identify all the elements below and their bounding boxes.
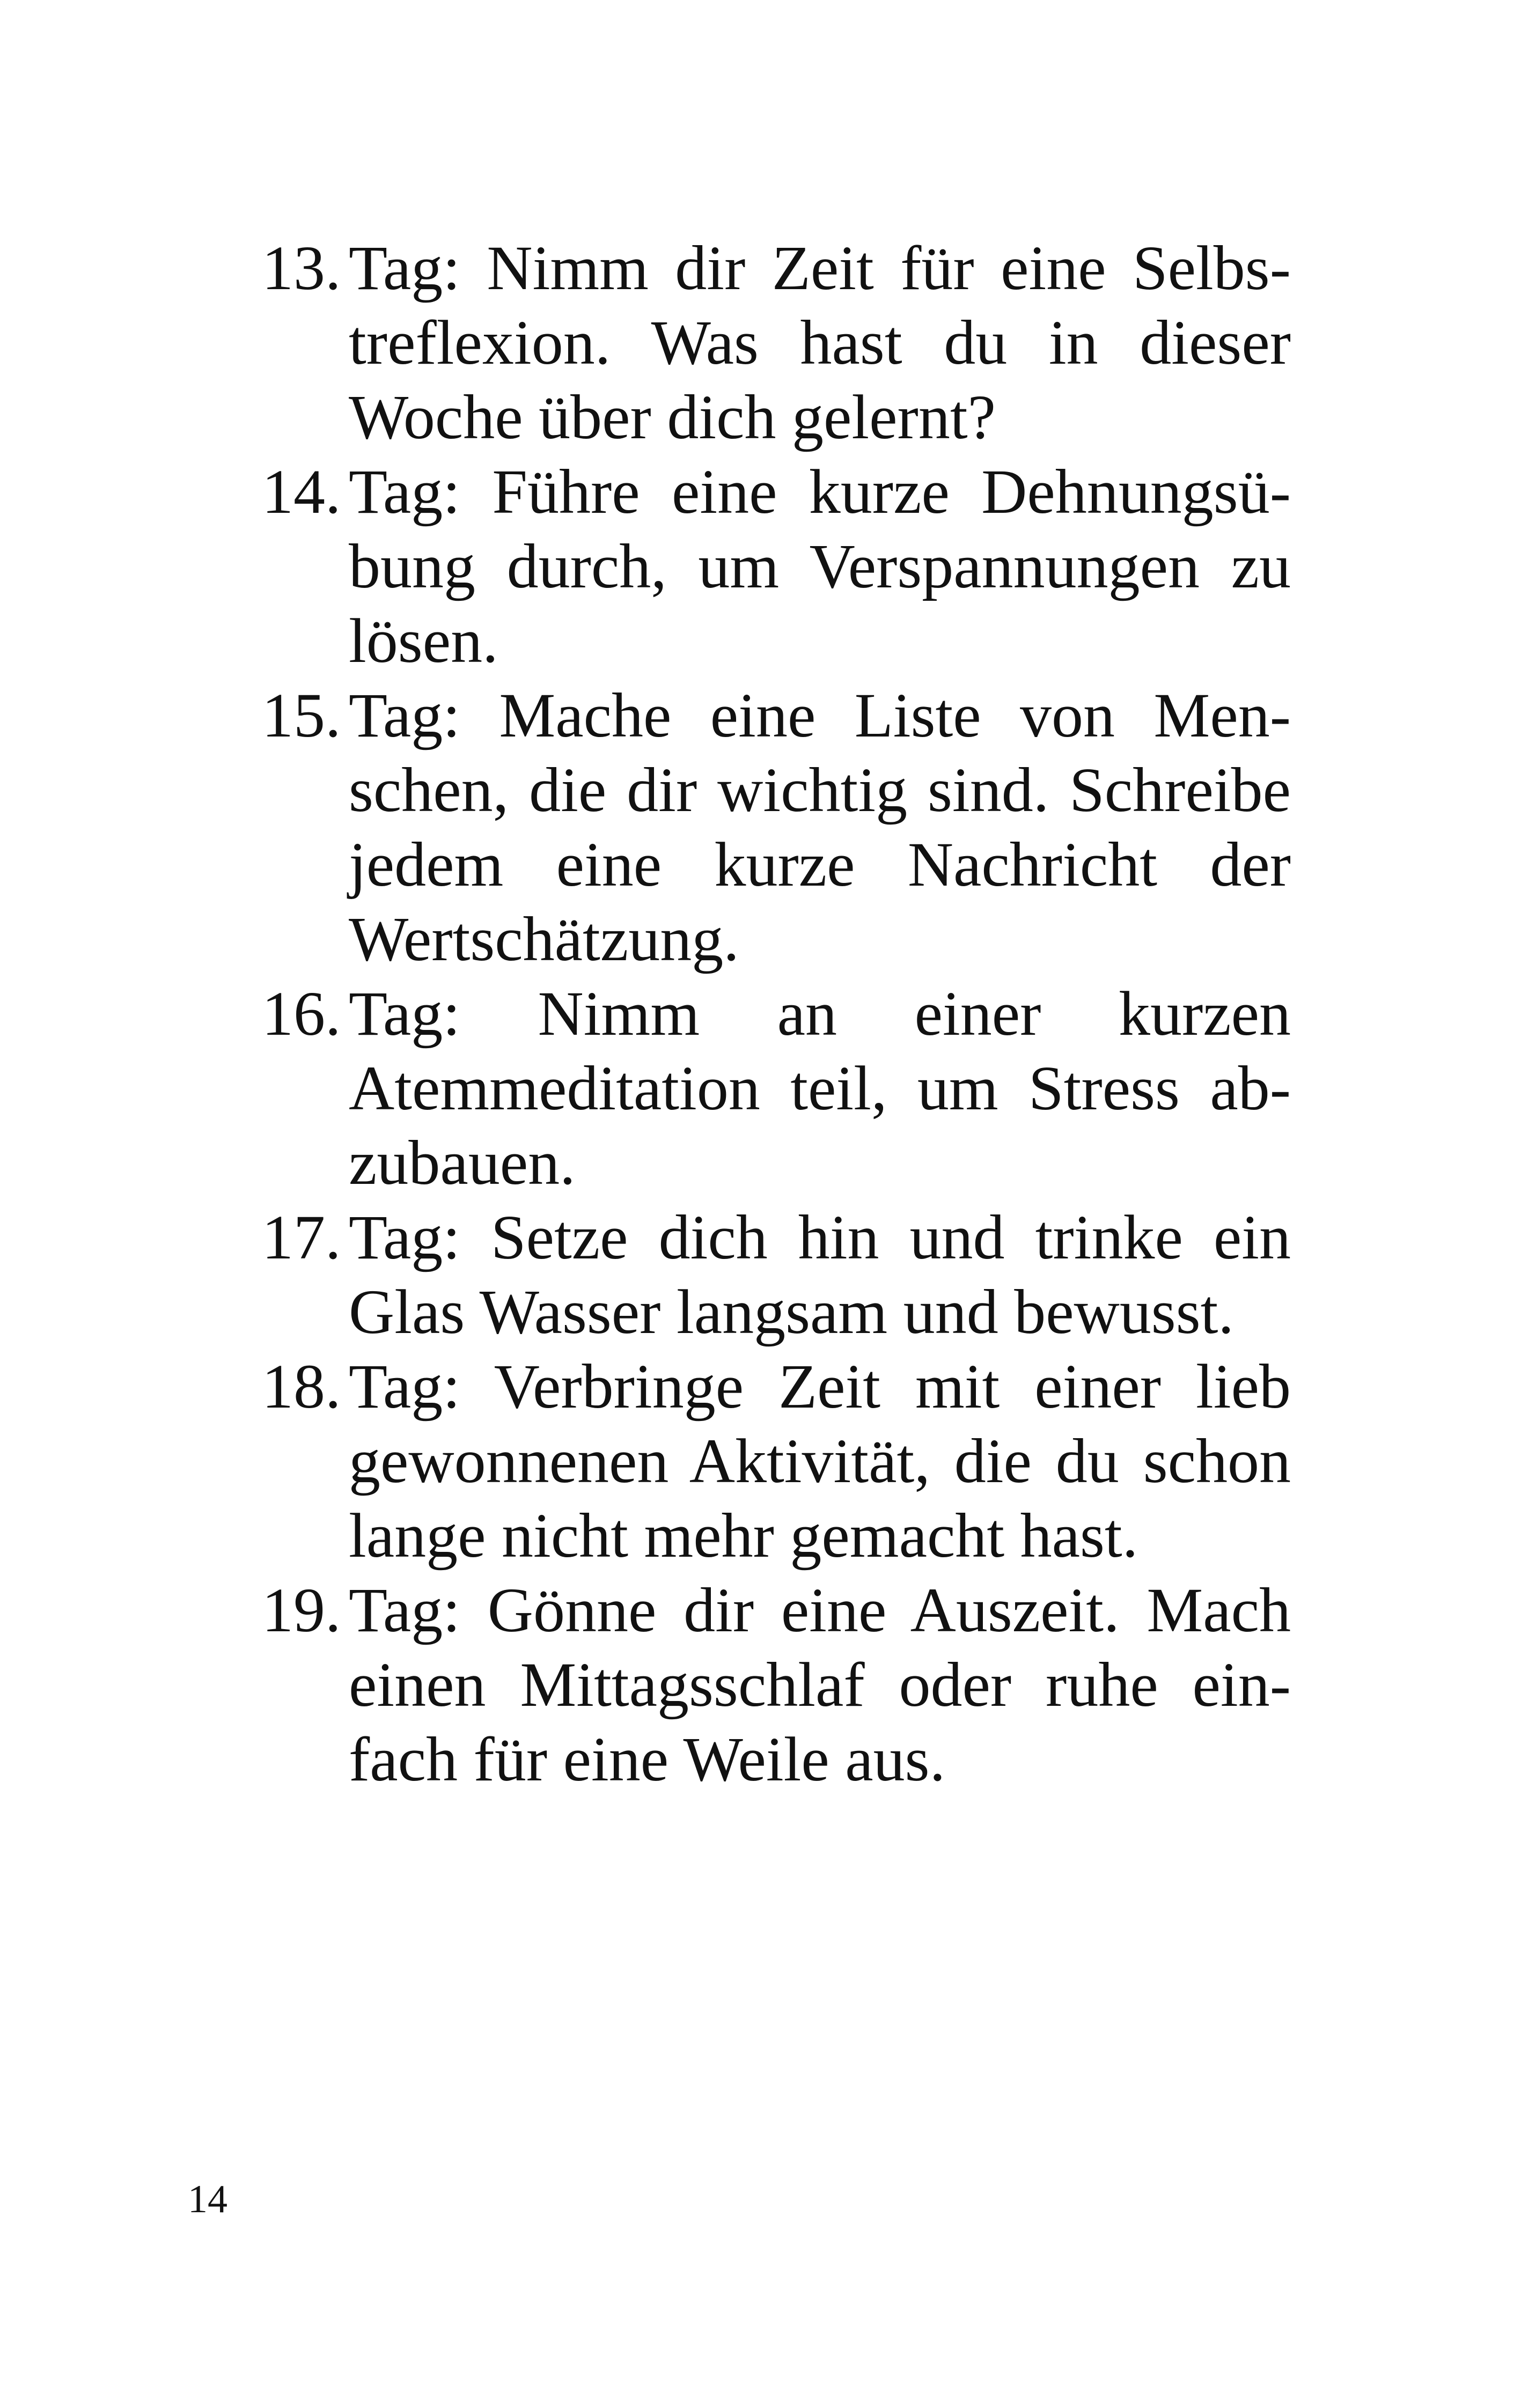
list-item-text: Tag: Nimm dir Zeit für eine Selbstreflexion. Was hast du in dieser Woche über dich gelernt? [349,233,1291,452]
list-item [262,1573,1291,1796]
list-item-number: 14. [262,456,341,527]
list-item-text: Tag: Setze dich hin und trinke ein Glas Wasser langsam und bewusst. [349,1202,1291,1347]
list-item [262,678,1291,976]
list-item [262,976,1291,1200]
list-item-number: 17. [262,1202,341,1272]
list-item [262,231,1291,454]
list-item [262,1200,1291,1349]
list-item-number: 19. [262,1575,341,1645]
list-item-text: Tag: Mache eine Liste von Menschen, die dir wichtig sind. Schreibe jedem eine kurze Nachricht der Wertschätzung. [349,680,1291,974]
page-number: 14 [188,2177,227,2221]
list-item-text: Tag: Verbringe Zeit mit einer lieb gewonnenen Aktivität, die du schon lange nicht mehr gemacht hast. [349,1351,1291,1571]
numbered-list [262,231,1291,1796]
list-item [262,454,1291,678]
list-item-text: Tag: Führe eine kurze Dehnungsübung durch, um Verspannungen zu lösen. [349,456,1291,676]
list-item-number: 13. [262,233,341,303]
list-item-number: 16. [262,978,341,1049]
list-item-number: 15. [262,680,341,750]
list-item [262,1349,1291,1573]
list-item-number: 18. [262,1351,341,1422]
list-item-text: Tag: Gönne dir eine Auszeit. Mach einen Mittagsschlaf oder ruhe einfach für eine Weile aus. [349,1575,1291,1794]
list-item-text: Tag: Nimm an einer kurzen Atemmeditation teil, um Stress abzubauen. [349,978,1291,1198]
